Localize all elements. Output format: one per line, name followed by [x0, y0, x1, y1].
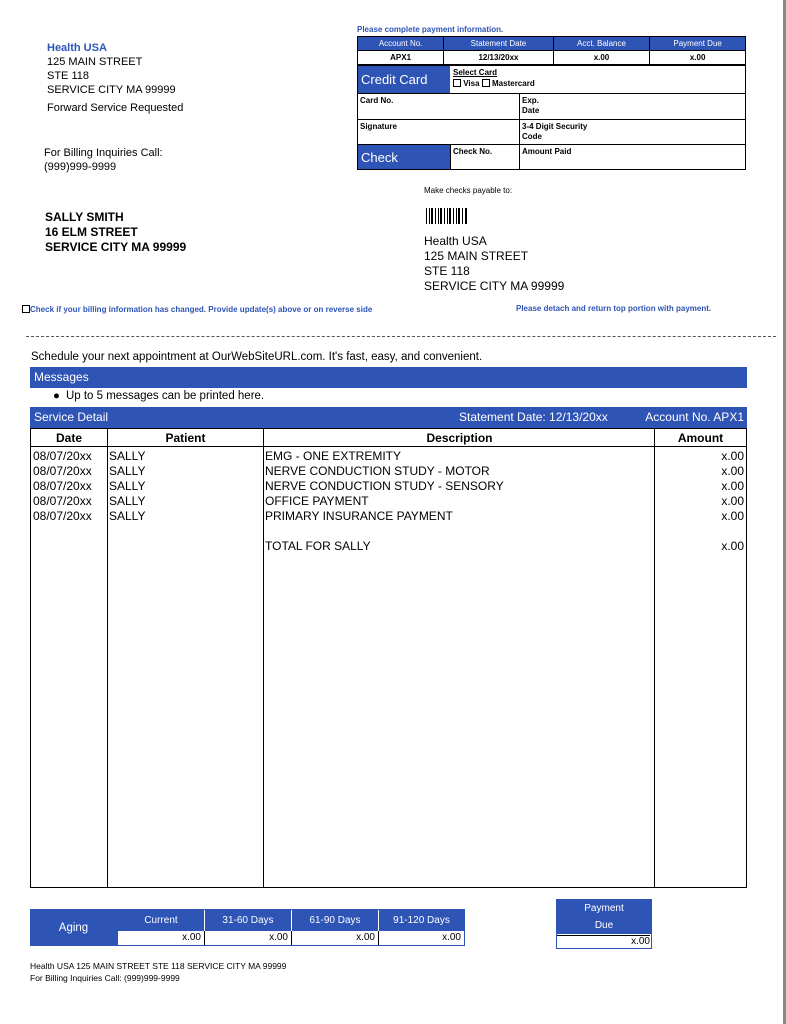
cell-amount: x.00: [721, 479, 744, 493]
aging-header-current: Current: [144, 915, 178, 926]
header-account-no: Account No.: [358, 37, 444, 51]
payee-address: [424, 234, 564, 294]
account-number: Account No. APX1: [645, 410, 744, 424]
sender-name: Health USA: [47, 42, 107, 54]
cell-description: PRIMARY INSURANCE PAYMENT: [265, 509, 453, 523]
payable-to-label: Make checks payable to:: [424, 186, 513, 195]
cell-patient: SALLY: [109, 449, 146, 463]
billing-phone: (999)999-9999: [44, 161, 117, 173]
detach-line: [26, 336, 776, 337]
cell-date: 08/07/20xx: [33, 509, 92, 523]
card-options: [453, 79, 535, 89]
cell-date: 08/07/20xx: [33, 464, 92, 478]
cell-patient: SALLY: [109, 479, 146, 493]
visa-checkbox[interactable]: [453, 79, 461, 87]
barcode: [426, 208, 468, 229]
aging-value-31-60: x.00: [269, 932, 288, 943]
aging-header-31-60: 31-60 Days: [222, 915, 274, 926]
recipient-name: SALLY SMITH: [45, 210, 124, 224]
payment-due-label: [557, 900, 651, 934]
billing-label: For Billing Inquiries Call:: [44, 147, 163, 159]
cell-description: EMG - ONE EXTREMITY: [265, 449, 402, 463]
cell-amount: x.00: [721, 509, 744, 523]
sender-line-2: STE 118: [47, 70, 89, 82]
signature-label: Signature: [360, 122, 397, 131]
total-label: TOTAL FOR SALLY: [265, 539, 371, 553]
service-detail-header: [30, 407, 747, 428]
service-detail-table: [30, 428, 747, 888]
sender-line-1: 125 MAIN STREET: [47, 56, 143, 68]
recipient-line-1: 16 ELM STREET: [45, 225, 138, 239]
header-statement-date: Statement Date: [444, 37, 553, 51]
header-acct-balance: Acct. Balance: [553, 37, 650, 51]
aging-label: Aging: [30, 909, 117, 946]
sender-address: [47, 41, 183, 115]
forward-service: Forward Service Requested: [47, 102, 184, 114]
credit-card-label: Credit Card: [358, 66, 450, 93]
header-payment-due: Payment Due: [650, 37, 746, 51]
aging-header-91-120: 91-120 Days: [393, 915, 450, 926]
message-text: Up to 5 messages can be printed here.: [65, 390, 265, 402]
billing-changed-notice: [22, 305, 372, 314]
check-no-label: Check No.: [453, 147, 493, 156]
bullet-icon: ●: [53, 390, 60, 402]
total-amount: x.00: [721, 539, 744, 553]
cell-date: 08/07/20xx: [33, 494, 92, 508]
value-account-no: APX1: [358, 51, 444, 65]
recipient-address: [45, 210, 186, 255]
statement-date: Statement Date: 12/13/20xx: [459, 410, 608, 424]
select-card-label: Select Card: [453, 68, 498, 77]
detach-notice: Please detach and return top portion with payment.: [516, 304, 712, 313]
footer-line-1: Health USA 125 MAIN STREET STE 118 SERVICE CITY MA 99999: [30, 961, 287, 971]
payment-due-value: x.00: [557, 935, 650, 947]
check-label: Check: [358, 145, 450, 169]
security-code-label: 3-4 Digit Security Code: [522, 122, 588, 141]
payment-due-label-1: Payment: [584, 903, 624, 914]
cell-amount: x.00: [721, 494, 744, 508]
payment-due-box: [556, 899, 652, 949]
sender-line-3: SERVICE CITY MA 99999: [47, 84, 176, 96]
billing-changed-checkbox[interactable]: [22, 305, 30, 313]
column-header-description: Description: [426, 431, 493, 445]
amount-paid-label: Amount Paid: [522, 147, 572, 156]
billing-changed-text: Check if your billing information has changed. Provide update(s) above or on reverse side: [30, 305, 373, 314]
cell-date: 08/07/20xx: [33, 449, 92, 463]
cell-patient: SALLY: [109, 464, 146, 478]
column-header-date: Date: [55, 431, 82, 445]
payment-due-label-2: Due: [594, 920, 614, 931]
card-no-label: Card No.: [360, 96, 394, 105]
cell-amount: x.00: [721, 449, 744, 463]
cell-date: 08/07/20xx: [33, 479, 92, 493]
messages-header: Messages: [30, 367, 747, 388]
payee-line-3: SERVICE CITY MA 99999: [424, 279, 565, 293]
value-statement-date: 12/13/20xx: [444, 51, 553, 65]
footer: [30, 960, 286, 984]
payee-name: Health USA: [424, 234, 487, 248]
aging-value-91-120: x.00: [442, 932, 461, 943]
recipient-line-2: SERVICE CITY MA 99999: [45, 240, 187, 254]
payee-line-1: 125 MAIN STREET: [424, 249, 529, 263]
column-header-amount: Amount: [677, 431, 724, 445]
aging-header-61-90: 61-90 Days: [309, 915, 361, 926]
cell-patient: SALLY: [109, 509, 146, 523]
mastercard-checkbox[interactable]: [482, 79, 490, 87]
message-item: [53, 390, 264, 402]
schedule-text: Schedule your next appointment at OurWebSiteURL.com. It's fast, easy, and convenient.: [31, 351, 483, 363]
payment-prompt: Please complete payment information.: [357, 25, 504, 34]
service-detail-title: Service Detail: [34, 410, 109, 424]
aging-table: [117, 909, 465, 946]
cell-amount: x.00: [721, 464, 744, 478]
aging-value-current: x.00: [182, 932, 201, 943]
payment-summary-table: [357, 36, 746, 65]
mastercard-label: Mastercard: [492, 79, 535, 88]
aging-value-61-90: x.00: [356, 932, 375, 943]
visa-label: Visa: [463, 79, 480, 88]
payee-line-2: STE 118: [424, 264, 470, 278]
cell-description: NERVE CONDUCTION STUDY - SENSORY: [265, 479, 504, 493]
exp-date-label: Exp. Date: [522, 96, 540, 115]
cell-description: NERVE CONDUCTION STUDY - MOTOR: [265, 464, 490, 478]
column-header-patient: Patient: [165, 431, 206, 445]
value-payment-due: x.00: [650, 51, 746, 65]
billing-inquiries: [44, 146, 163, 174]
cell-patient: SALLY: [109, 494, 146, 508]
footer-line-2: For Billing Inquiries Call: (999)999-9999: [30, 973, 180, 983]
cell-description: OFFICE PAYMENT: [265, 494, 369, 508]
value-acct-balance: x.00: [553, 51, 650, 65]
